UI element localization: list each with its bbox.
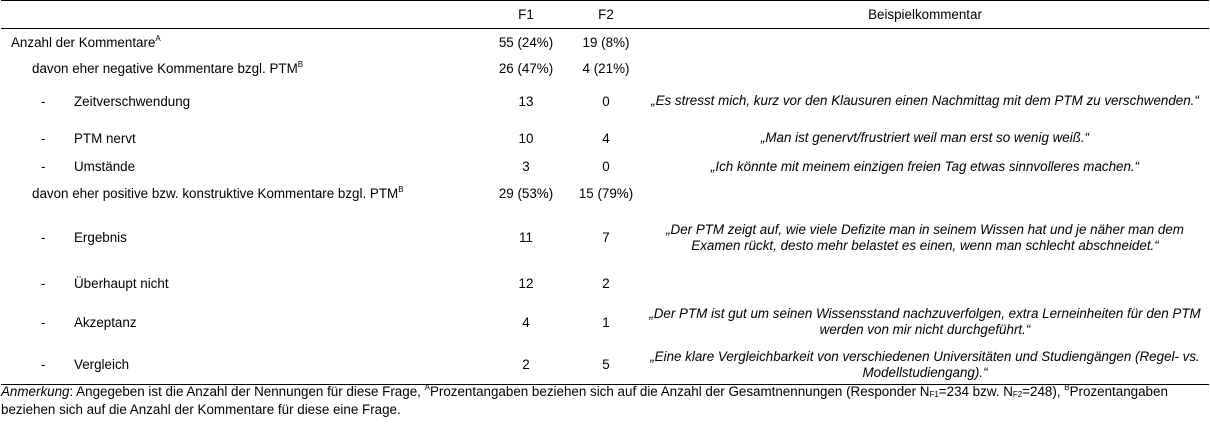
cell-f2-text: 7 [602,230,610,245]
footnote-prefix: Anmerkung [1,384,70,399]
cell-example: „Der PTM ist gut um seinen Wissensstand nachzuverfolgen, extra Lerneinheiten für den PTM werden von mir nicht durchgeführt.“ [649,306,1201,337]
cell-example [641,57,1209,81]
header-f1: F1 [461,1,591,29]
results-table [1,0,1209,385]
table-row [1,57,1209,81]
footnote-subscript: F2 [1012,390,1023,399]
footnote-superscript-b: B [1064,383,1070,392]
table-footnote [1,384,1201,417]
row-label [1,29,461,57]
header-f2 [591,1,641,29]
footnote-text: Prozentangaben beziehen sich auf die Anzahl der Gesamtnennungen (Responder N [429,384,930,399]
cell-f2 [591,81,641,122]
cell-f2-text: 1 [602,314,610,330]
cell-f2-text: 4 [602,130,610,146]
row-label-text: Zeitverschwendung [74,93,191,109]
row-dash: - [41,275,46,291]
table-row [1,122,1209,155]
row-label [1,299,461,346]
footnote-text: : Angegeben ist die Anzahl der Nennungen für diese Frage, [69,384,425,399]
footnote-text: =234 bzw. N [938,384,1013,399]
cell-f1: 2 [461,346,591,385]
cell-example [641,179,1209,208]
row-label-text: PTM nervt [74,130,136,146]
cell-f1: 13 [518,93,534,109]
cell-f1: 3 [522,159,530,174]
row-label-text: davon eher negative Kommentare bzgl. PTM [32,61,298,76]
cell-f2-text: 4 (21%) [582,61,630,76]
table-header-row [1,1,1209,29]
cell-f1: 26 (47%) [498,61,554,76]
row-label-text: Ergebnis [74,230,127,245]
cell-f1: 11 [519,230,533,245]
superscript: B [398,184,404,194]
table-row [1,179,1209,208]
row-dash: - [41,314,46,330]
row-label [1,57,461,81]
table-row [1,268,1209,299]
footnote-subscript: F1 [929,390,939,399]
row-dash: - [41,93,46,109]
row-label [1,122,461,155]
cell-example: „Eine klare Vergleichbarkeit von verschiedenen Universitäten und Studiengängen (Regel- vs. Modellstudiengang).“ [641,346,1209,385]
row-label [1,155,461,179]
row-label [1,268,461,299]
footnote-superscript-a: A [424,383,430,392]
cell-f1: 10 [518,130,534,146]
row-label [1,208,461,268]
cell-example: „Ich könnte mit meinem einzigen freien Tag etwas sinnvolleres machen.“ [710,158,1140,174]
cell-example: „Es stresst mich, kurz vor den Klausuren einen Nachmittag mit dem PTM zu verschwenden.“ [651,93,1199,108]
cell-f2-text: 0 [602,159,610,174]
row-label-text: Anzahl der Kommentare [11,35,156,51]
row-label-text: Überhaupt nicht [74,275,169,291]
header-label [1,1,461,29]
cell-f2 [591,346,641,385]
header-f2-text: F2 [598,7,614,22]
cell-f2 [591,268,641,299]
table-row [1,299,1209,346]
footnote-text: Prozentangaben beziehen sich auf die Anzahl der Kommentare für diese eine Frage. [1,384,1168,417]
cell-example [641,268,1209,299]
row-label-text: davon eher positive bzw. konstruktive Kommentare bzgl. PTM [32,185,399,201]
cell-f2-text: 15 (79%) [578,185,634,201]
cell-f1: 4 [522,314,530,330]
table-row [1,155,1209,179]
row-label-text: Umstände [74,159,136,174]
header-example: Beispielkommentar [641,1,1209,29]
cell-f2-text: 2 [602,275,610,291]
row-label [1,81,461,122]
row-label [1,179,461,208]
cell-f2 [591,155,641,179]
cell-f1: 12 [518,275,534,291]
row-label [1,346,461,385]
table-row [1,29,1209,57]
cell-f2 [578,179,641,208]
superscript: A [155,34,161,44]
cell-example [641,29,1209,57]
row-dash: - [41,357,46,373]
row-dash: - [41,159,46,174]
row-label-text: Vergleich [74,357,130,373]
cell-f2 [582,29,641,57]
cell-f2 [591,299,641,346]
cell-example: „Man ist genervt/frustriert weil man erst so wenig weiß.“ [760,130,1090,145]
table-row [1,81,1209,122]
row-dash: - [41,230,46,245]
cell-f1: 29 (53%) [498,185,554,201]
table-row [1,208,1209,268]
cell-example: „Der PTM zeigt auf, wie viele Defizite man in seinem Wissen hat und je näher man dem Examen rückt, desto mehr belastet es einen, wenn man schlecht abschneidet.“ [666,221,1184,253]
table-row [1,346,1209,385]
cell-f2 [582,57,641,81]
cell-f2-text: 0 [602,93,610,109]
cell-f2 [591,122,641,155]
cell-f2-text: 5 [602,357,610,373]
row-label-text: Akzeptanz [74,314,137,330]
row-dash: - [41,130,46,146]
cell-f2 [591,208,641,268]
cell-f1: 55 (24%) [498,35,554,51]
superscript: B [297,60,304,69]
footnote-text: =248), [1022,384,1065,399]
cell-f2-text: 19 (8%) [582,35,630,51]
